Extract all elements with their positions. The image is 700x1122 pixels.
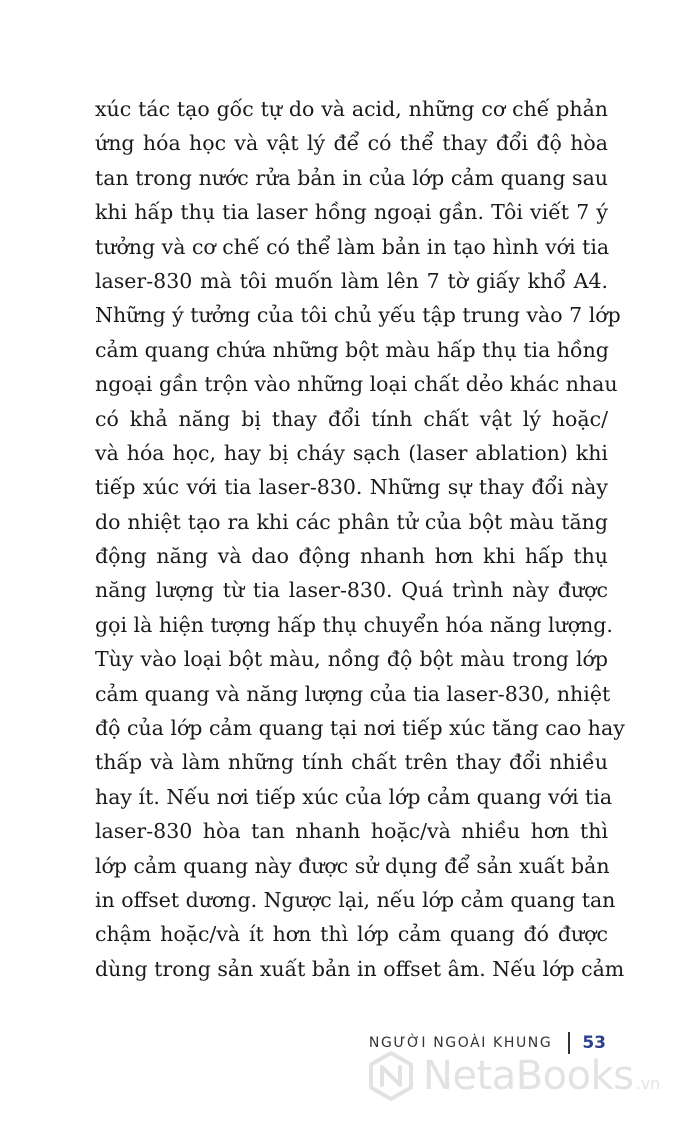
body-line: chậm hoặc/và ít hơn thì lớp cảm quang đó được (95, 922, 608, 947)
body-line: độ của lớp cảm quang tại nơi tiếp xúc tăng cao hay (95, 716, 625, 741)
body-line: hay ít. Nếu nơi tiếp xúc của lớp cảm quang với tia (95, 784, 613, 809)
body-line: dùng trong sản xuất bản in offset âm. Nếu lớp cảm (95, 956, 625, 981)
body-line: laser-830 hòa tan nhanh hoặc/và nhiều hơn thì (95, 819, 608, 844)
body-line: Những ý tưởng của tôi chủ yếu tập trung vào 7 lớp (95, 303, 621, 328)
body-line: năng lượng từ tia laser-830. Quá trình này được (95, 578, 608, 603)
watermark (365, 1050, 660, 1102)
body-line: laser-830 mà tôi muốn làm lên 7 tờ giấy khổ A4. (95, 268, 608, 293)
body-line: xúc tác tạo gốc tự do và acid, những cơ chế phản (95, 97, 608, 121)
page-number: 53 (582, 1033, 606, 1053)
body-line: động năng và dao động nhanh hơn khi hấp thụ (95, 544, 608, 569)
watermark-suffix: .vn (635, 1073, 661, 1093)
body-line: ngoại gần trộn vào những loại chất dẻo khác nhau (95, 372, 618, 397)
body-line: có khả năng bị thay đổi tính chất vật lý hoặc/ (95, 406, 608, 431)
body-line: Tùy vào loại bột màu, nồng độ bột màu trong lớp (95, 647, 608, 672)
body-line: thấp và làm những tính chất trên thay đổi nhiều (95, 750, 608, 775)
body-line: gọi là hiện tượng hấp thụ chuyển hóa năng lượng. (95, 612, 613, 637)
body-line: lớp cảm quang này được sử dụng để sản xuất bản (95, 853, 610, 878)
watermark-brand: NetaBooks (423, 1053, 634, 1099)
body-line: in offset dương. Ngược lại, nếu lớp cảm quang tan (95, 887, 616, 912)
body-line: tưởng và cơ chế có thể làm bản in tạo hình với tia (95, 234, 610, 259)
body-line: và hóa học, hay bị cháy sạch (laser ablation) khi (95, 440, 608, 465)
body-line: ứng hóa học và vật lý để có thể thay đổi độ hòa (95, 131, 608, 156)
page-body-text (95, 92, 625, 986)
body-line: cảm quang và năng lượng của tia laser-830, nhiệt (95, 681, 611, 706)
body-line: khi hấp thụ tia laser hồng ngoại gần. Tôi viết 7 ý (95, 200, 608, 225)
body-line: tiếp xúc với tia laser-830. Những sự thay đổi này (95, 475, 608, 500)
netabooks-logo-icon (365, 1050, 417, 1102)
running-title: NGƯỜI NGOÀI KHUNG (368, 1035, 553, 1051)
body-line: do nhiệt tạo ra khi các phân tử của bột màu tăng (95, 509, 608, 534)
body-line: tan trong nước rửa bản in của lớp cảm quang sau (95, 165, 608, 190)
body-line: cảm quang chứa những bột màu hấp thụ tia hồng (95, 337, 609, 362)
